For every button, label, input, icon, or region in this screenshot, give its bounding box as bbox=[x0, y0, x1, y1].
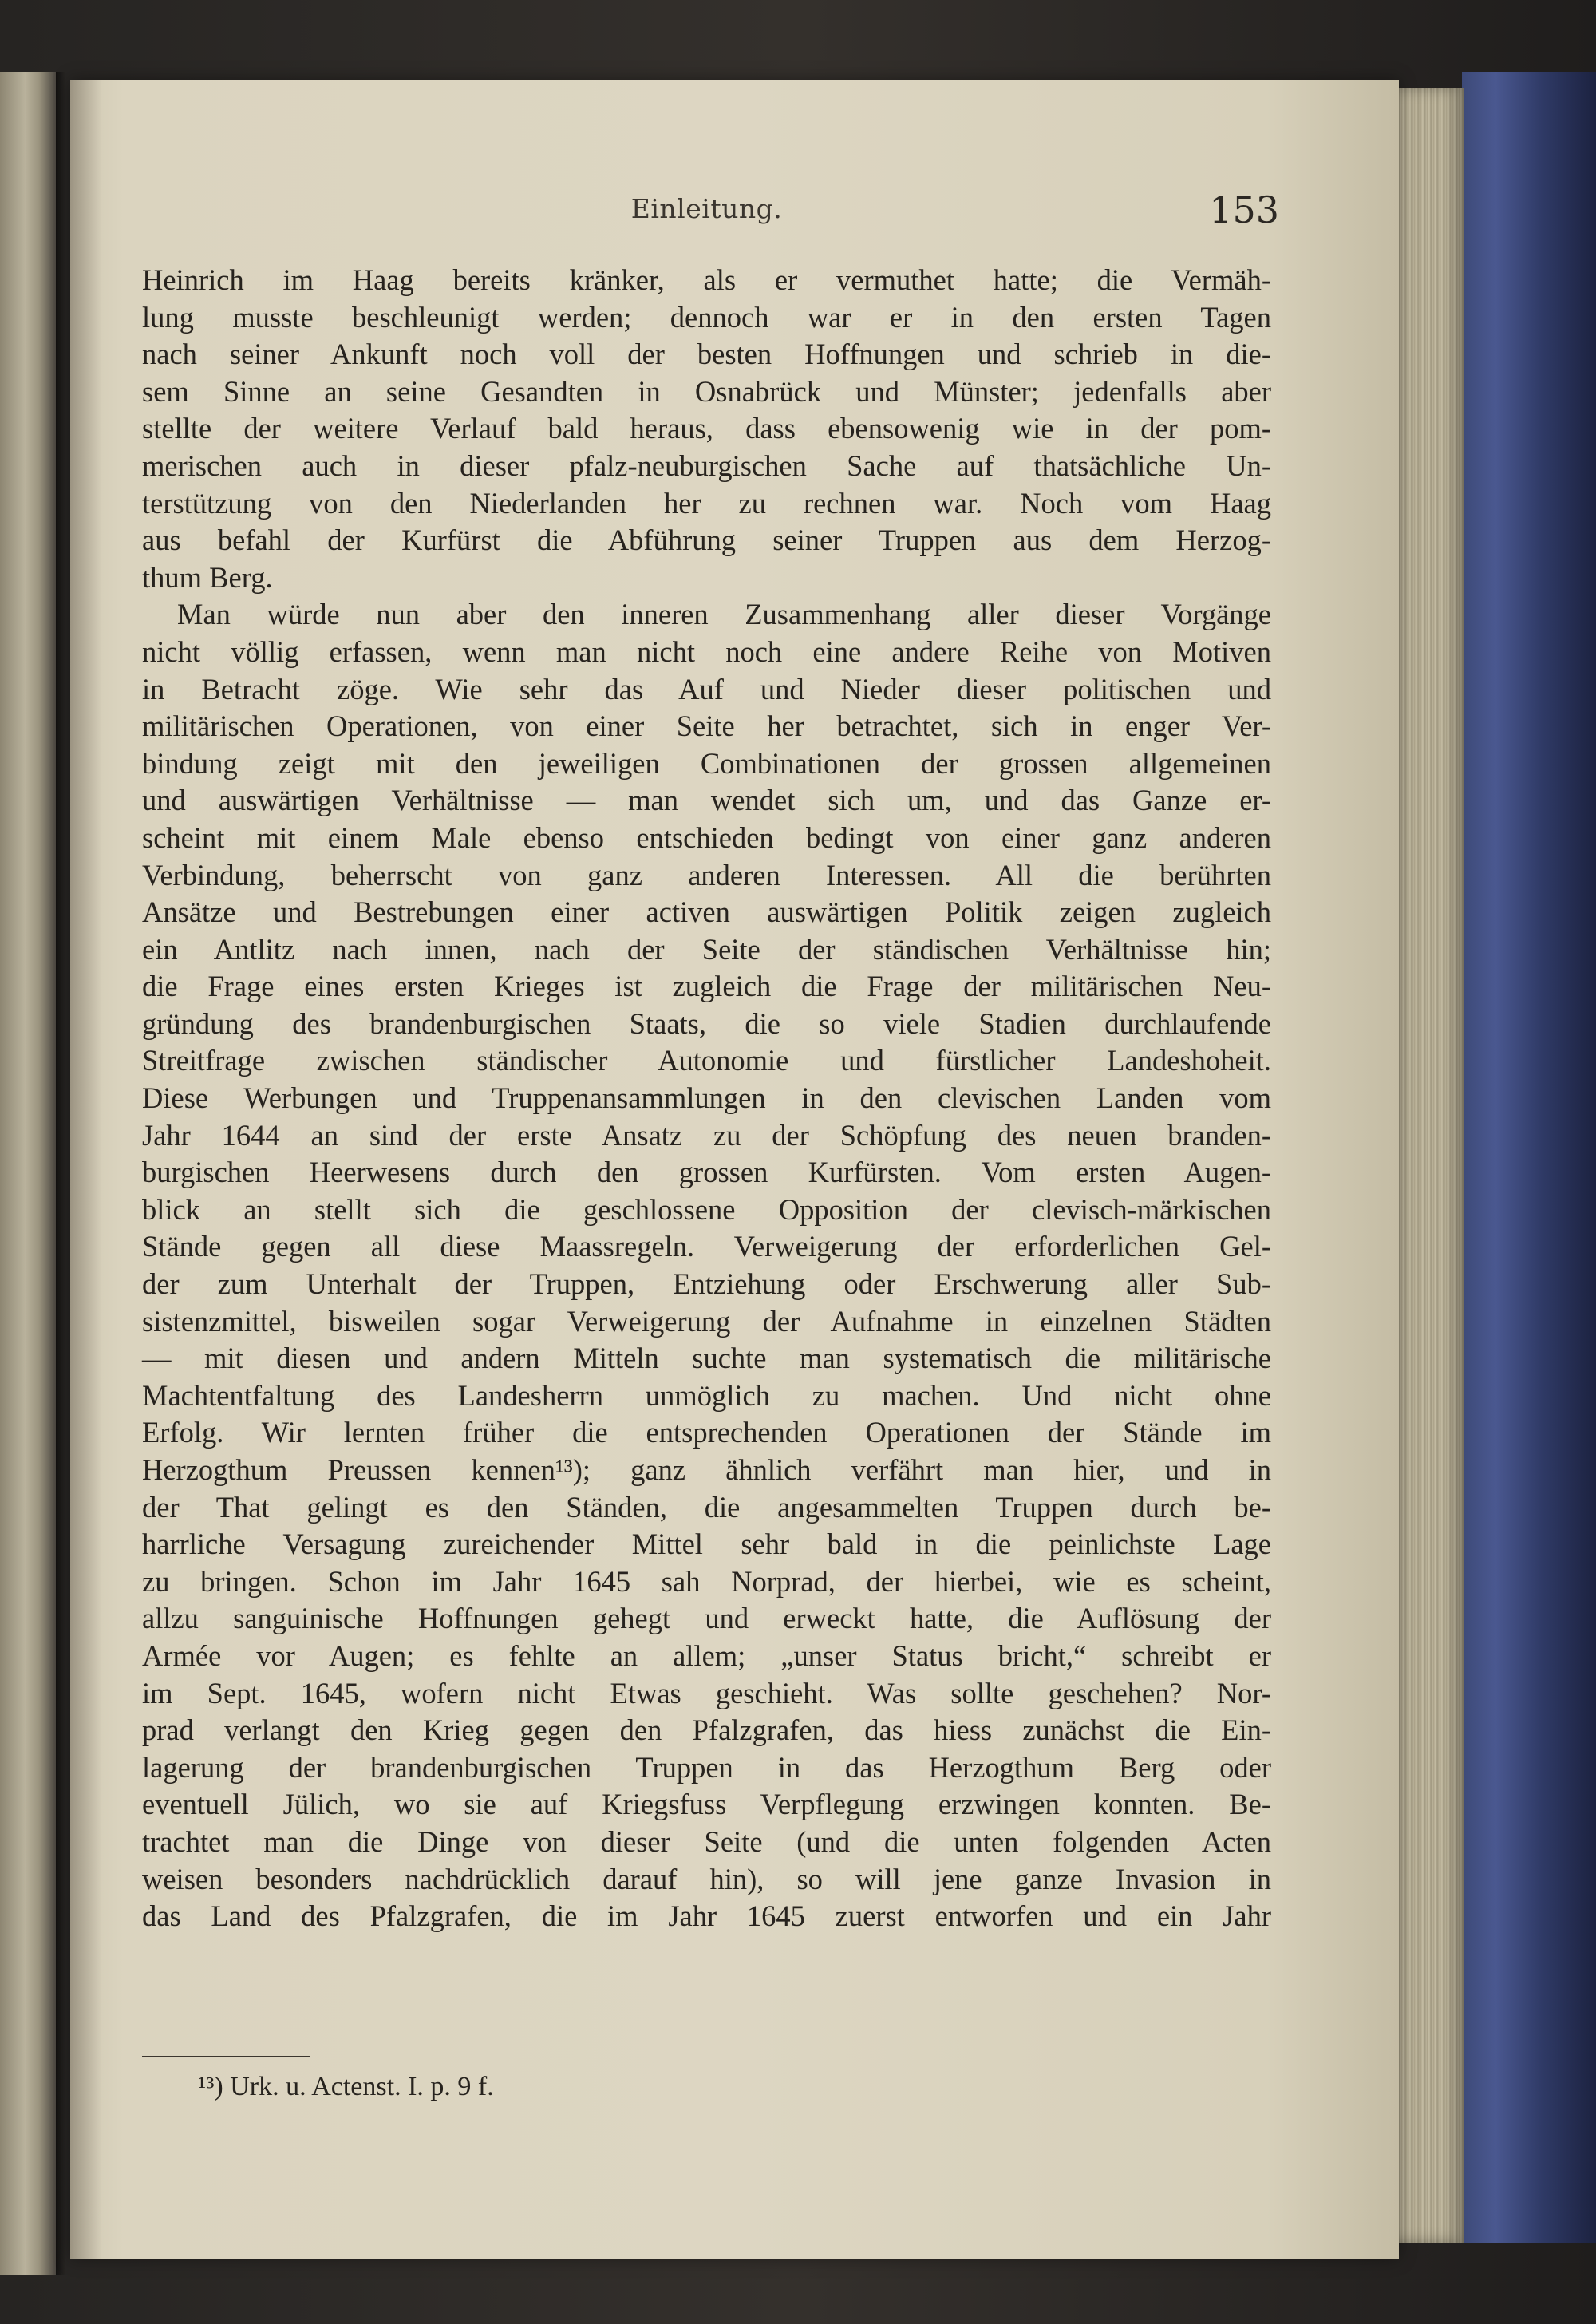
text-line: militärischen Operationen, von einer Seite her betrachtet, sich in enger Ver- bbox=[142, 709, 1271, 743]
text-line: Heinrich im Haag bereits kränker, als er vermuthet hatte; die Vermäh- bbox=[142, 263, 1271, 296]
text-line: aus befahl der Kurfürst die Abführung seiner Truppen aus dem Herzog- bbox=[142, 524, 1271, 557]
text-line: stellte der weitere Verlauf bald heraus, dass ebensowenig wie in der pom- bbox=[142, 412, 1271, 445]
text-line: zu bringen. Schon im Jahr 1645 sah Norprad, der hierbei, wie es scheint, bbox=[142, 1564, 1271, 1598]
text-line: terstützung von den Niederlanden her zu rechnen war. Noch vom Haag bbox=[142, 486, 1271, 520]
text-line: — mit diesen und andern Mitteln suchte man systematisch die militärische bbox=[142, 1342, 1271, 1375]
text-line: ein Antlitz nach innen, nach der Seite der ständischen Verhältnisse hin; bbox=[142, 932, 1271, 966]
text-line: weisen besonders nachdrücklich darauf hin), so will jene ganze Invasion in bbox=[142, 1862, 1271, 1895]
book-cover bbox=[1462, 72, 1596, 2243]
footnote-text: Urk. u. Actenst. I. p. 9 f. bbox=[230, 2072, 494, 2101]
text-line: sistenzmittel, bisweilen sogar Verweigerung der Aufnahme in einzelnen Städten bbox=[142, 1304, 1271, 1338]
text-line: der zum Unterhalt der Truppen, Entziehung oder Erschwerung aller Sub- bbox=[142, 1267, 1271, 1301]
text-line: der That gelingt es den Ständen, die angesammelten Truppen durch be- bbox=[142, 1490, 1271, 1524]
book-page bbox=[70, 80, 1399, 2259]
text-line: Man würde nun aber den inneren Zusammenhang aller dieser Vorgänge bbox=[177, 598, 1271, 631]
footnote-marker: ¹³) bbox=[198, 2072, 223, 2101]
footnote-rule bbox=[142, 2056, 310, 2057]
text-line: Ansätze und Bestrebungen einer activen auswärtigen Politik zeigen zugleich bbox=[142, 895, 1271, 929]
text-line: und auswärtigen Verhältnisse — man wendet sich um, und das Ganze er- bbox=[142, 784, 1271, 817]
text-line: Machtentfaltung des Landesherrn unmöglich zu machen. Und nicht ohne bbox=[142, 1378, 1271, 1412]
text-line: allzu sanguinische Hoffnungen gehegt und erweckt hatte, die Auflösung der bbox=[142, 1602, 1271, 1635]
text-line: thum Berg. bbox=[142, 560, 273, 594]
text-line: Diese Werbungen und Truppenansammlungen in den clevischen Landen vom bbox=[142, 1081, 1271, 1115]
text-line: trachtet man die Dinge von dieser Seite (und die unten folgenden Acten bbox=[142, 1824, 1271, 1858]
text-line: merischen auch in dieser pfalz-neuburgischen Sache auf thatsächliche Un- bbox=[142, 449, 1271, 482]
text-line: prad verlangt den Krieg gegen den Pfalzgrafen, das hiess zunächst die Ein- bbox=[142, 1713, 1271, 1747]
text-line: scheint mit einem Male ebenso entschieden bedingt von einer ganz anderen bbox=[142, 820, 1271, 854]
text-line: gründung des brandenburgischen Staats, die so viele Stadien durchlaufende bbox=[142, 1006, 1271, 1040]
text-line: Verbindung, beherrscht von ganz anderen Interessen. All die berührten bbox=[142, 858, 1271, 891]
text-line: nicht völlig erfassen, wenn man nicht noch eine andere Reihe von Motiven bbox=[142, 634, 1271, 668]
text-line: harrliche Versagung zureichender Mittel sehr bald in die peinlichste Lage bbox=[142, 1528, 1271, 1561]
text-line: nach seiner Ankunft noch voll der besten Hoffnungen und schrieb in die- bbox=[142, 338, 1271, 371]
text-line: lung musste beschleunigt werden; dennoch war er in den ersten Tagen bbox=[142, 300, 1271, 334]
text-line: Stände gegen all diese Maassregeln. Verweigerung der erforderlichen Gel- bbox=[142, 1230, 1271, 1263]
text-line: das Land des Pfalzgrafen, die im Jahr 1645 zuerst entworfen und ein Jahr bbox=[142, 1899, 1271, 1933]
text-line: Jahr 1644 an sind der erste Ansatz zu der Schöpfung des neuen branden- bbox=[142, 1118, 1271, 1152]
text-line: burgischen Heerwesens durch den grossen Kurfürsten. Vom ersten Augen- bbox=[142, 1156, 1271, 1189]
running-title: Einleitung. bbox=[630, 193, 783, 224]
text-line: eventuell Jülich, wo sie auf Kriegsfuss Verpflegung erzwingen konnten. Be- bbox=[142, 1788, 1271, 1821]
text-line: Erfolg. Wir lernten früher die entsprechenden Operationen der Stände im bbox=[142, 1416, 1271, 1449]
body-text bbox=[142, 262, 1271, 1935]
page-number: 153 bbox=[1209, 188, 1279, 231]
page-stack-edge bbox=[1389, 88, 1464, 2243]
text-line: die Frage eines ersten Krieges ist zugleich die Frage der militärischen Neu- bbox=[142, 970, 1271, 1003]
footnote bbox=[198, 2072, 494, 2102]
text-line: im Sept. 1645, wofern nicht Etwas geschieht. Was sollte geschehen? Nor- bbox=[142, 1676, 1271, 1709]
text-line: bindung zeigt mit den jeweiligen Combinationen der grossen allgemeinen bbox=[142, 746, 1271, 780]
text-line: in Betracht zöge. Wie sehr das Auf und Nieder dieser politischen und bbox=[142, 672, 1271, 706]
running-head bbox=[142, 188, 1279, 241]
text-line: Streitfrage zwischen ständischer Autonomie und fürstlicher Landeshoheit. bbox=[142, 1044, 1271, 1077]
previous-page-edge bbox=[0, 72, 56, 2275]
text-line: lagerung der brandenburgischen Truppen in das Herzogthum Berg oder bbox=[142, 1750, 1271, 1784]
text-line: sem Sinne an seine Gesandten in Osnabrück und Münster; jedenfalls aber bbox=[142, 374, 1271, 408]
text-line: Herzogthum Preussen kennen¹³); ganz ähnlich verfährt man hier, und in bbox=[142, 1453, 1271, 1486]
text-line: Armée vor Augen; es fehlte an allem; „unser Status bricht,“ schreibt er bbox=[142, 1638, 1271, 1672]
text-line: blick an stellt sich die geschlossene Opposition der clevisch-märkischen bbox=[142, 1192, 1271, 1226]
